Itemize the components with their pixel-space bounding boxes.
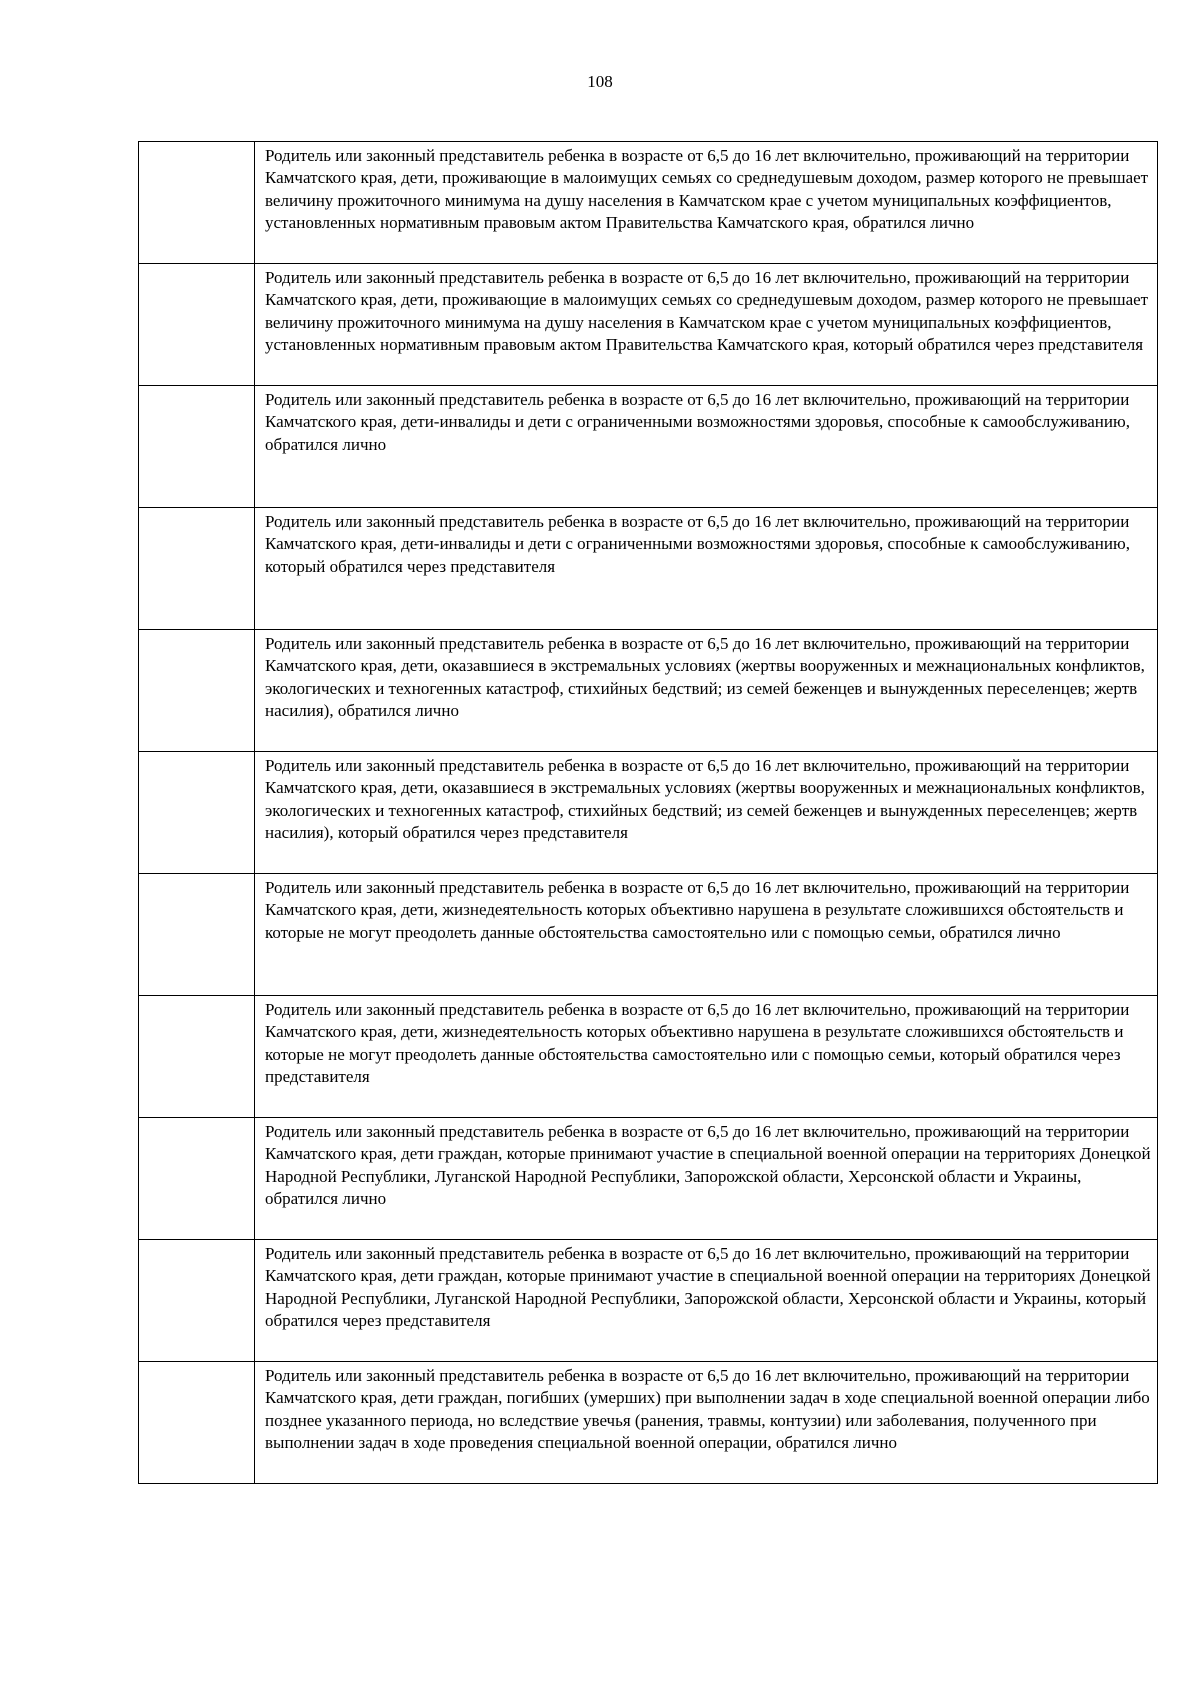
row-description-cell: Родитель или законный представитель ребенка в возрасте от 6,5 до 16 лет включительно, проживающий на территории Камчатского края, дети-инвалиды и дети с ограниченными возможностями здоровья, способные к самообслуживанию, который обратился через представителя — [255, 508, 1158, 630]
table-row — [139, 1118, 1158, 1240]
table-row — [139, 1240, 1158, 1362]
row-code-cell — [139, 630, 255, 752]
table-row — [139, 264, 1158, 386]
row-description-cell: Родитель или законный представитель ребенка в возрасте от 6,5 до 16 лет включительно, проживающий на территории Камчатского края, дети граждан, которые принимают участие в специальной военной операции на территориях Донецкой Народной Республики, Луганской Народной Республики, Запорожской области, Херсонской области и Украины, обратился лично — [255, 1118, 1158, 1240]
row-code-cell — [139, 752, 255, 874]
row-description-cell: Родитель или законный представитель ребенка в возрасте от 6,5 до 16 лет включительно, проживающий на территории Камчатского края, дети граждан, которые принимают участие в специальной военной операции на территориях Донецкой Народной Республики, Луганской Народной Республики, Запорожской области, Херсонской области и Украины, который обратился через представителя — [255, 1240, 1158, 1362]
row-code-cell — [139, 1118, 255, 1240]
row-description-cell: Родитель или законный представитель ребенка в возрасте от 6,5 до 16 лет включительно, проживающий на территории Камчатского края, дети, оказавшиеся в экстремальных условиях (жертвы вооруженных и межнациональных конфликтов, экологических и техногенных катастроф, стихийных бедствий; из семей беженцев и вынужденных переселенцев; жертв насилия), обратился лично — [255, 630, 1158, 752]
table-row — [139, 874, 1158, 996]
row-code-cell — [139, 142, 255, 264]
table-row — [139, 996, 1158, 1118]
row-description-cell: Родитель или законный представитель ребенка в возрасте от 6,5 до 16 лет включительно, проживающий на территории Камчатского края, дети, оказавшиеся в экстремальных условиях (жертвы вооруженных и межнациональных конфликтов, экологических и техногенных катастроф, стихийных бедствий; из семей беженцев и вынужденных переселенцев; жертв насилия), который обратился через представителя — [255, 752, 1158, 874]
table-row — [139, 1362, 1158, 1484]
row-code-cell — [139, 996, 255, 1118]
category-table — [138, 141, 1158, 1484]
table-row — [139, 142, 1158, 264]
table-row — [139, 752, 1158, 874]
row-code-cell — [139, 386, 255, 508]
row-description-cell: Родитель или законный представитель ребенка в возрасте от 6,5 до 16 лет включительно, проживающий на территории Камчатского края, дети, жизнедеятельность которых объективно нарушена в результате сложившихся обстоятельств и которые не могут преодолеть данные обстоятельства самостоятельно или с помощью семьи, который обратился через представителя — [255, 996, 1158, 1118]
page-number: 108 — [587, 72, 613, 91]
row-description-cell: Родитель или законный представитель ребенка в возрасте от 6,5 до 16 лет включительно, проживающий на территории Камчатского края, дети-инвалиды и дети с ограниченными возможностями здоровья, способные к самообслуживанию, обратился лично — [255, 386, 1158, 508]
table-row — [139, 386, 1158, 508]
row-code-cell — [139, 508, 255, 630]
row-description-cell: Родитель или законный представитель ребенка в возрасте от 6,5 до 16 лет включительно, проживающий на территории Камчатского края, дети, проживающие в малоимущих семьях со среднедушевым доходом, размер которого не превышает величину прожиточного минимума на душу населения в Камчатском крае с учетом муниципальных коэффициентов, установленных нормативным правовым актом Правительства Камчатского края, который обратился через представителя — [255, 264, 1158, 386]
row-description-cell: Родитель или законный представитель ребенка в возрасте от 6,5 до 16 лет включительно, проживающий на территории Камчатского края, дети, жизнедеятельность которых объективно нарушена в результате сложившихся обстоятельств и которые не могут преодолеть данные обстоятельства самостоятельно или с помощью семьи, обратился лично — [255, 874, 1158, 996]
category-table-body — [139, 142, 1158, 1484]
row-code-cell — [139, 264, 255, 386]
table-row — [139, 630, 1158, 752]
row-code-cell — [139, 1362, 255, 1484]
table-row — [139, 508, 1158, 630]
row-code-cell — [139, 1240, 255, 1362]
row-description-cell: Родитель или законный представитель ребенка в возрасте от 6,5 до 16 лет включительно, проживающий на территории Камчатского края, дети, проживающие в малоимущих семьях со среднедушевым доходом, размер которого не превышает величину прожиточного минимума на душу населения в Камчатском крае с учетом муниципальных коэффициентов, установленных нормативным правовым актом Правительства Камчатского края, обратился лично — [255, 142, 1158, 264]
row-code-cell — [139, 874, 255, 996]
row-description-cell: Родитель или законный представитель ребенка в возрасте от 6,5 до 16 лет включительно, проживающий на территории Камчатского края, дети граждан, погибших (умерших) при выполнении задач в ходе специальной военной операции либо позднее указанного периода, но вследствие увечья (ранения, травмы, контузии) или заболевания, полученного при выполнении задач в ходе проведения специальной военной операции, обратился лично — [255, 1362, 1158, 1484]
